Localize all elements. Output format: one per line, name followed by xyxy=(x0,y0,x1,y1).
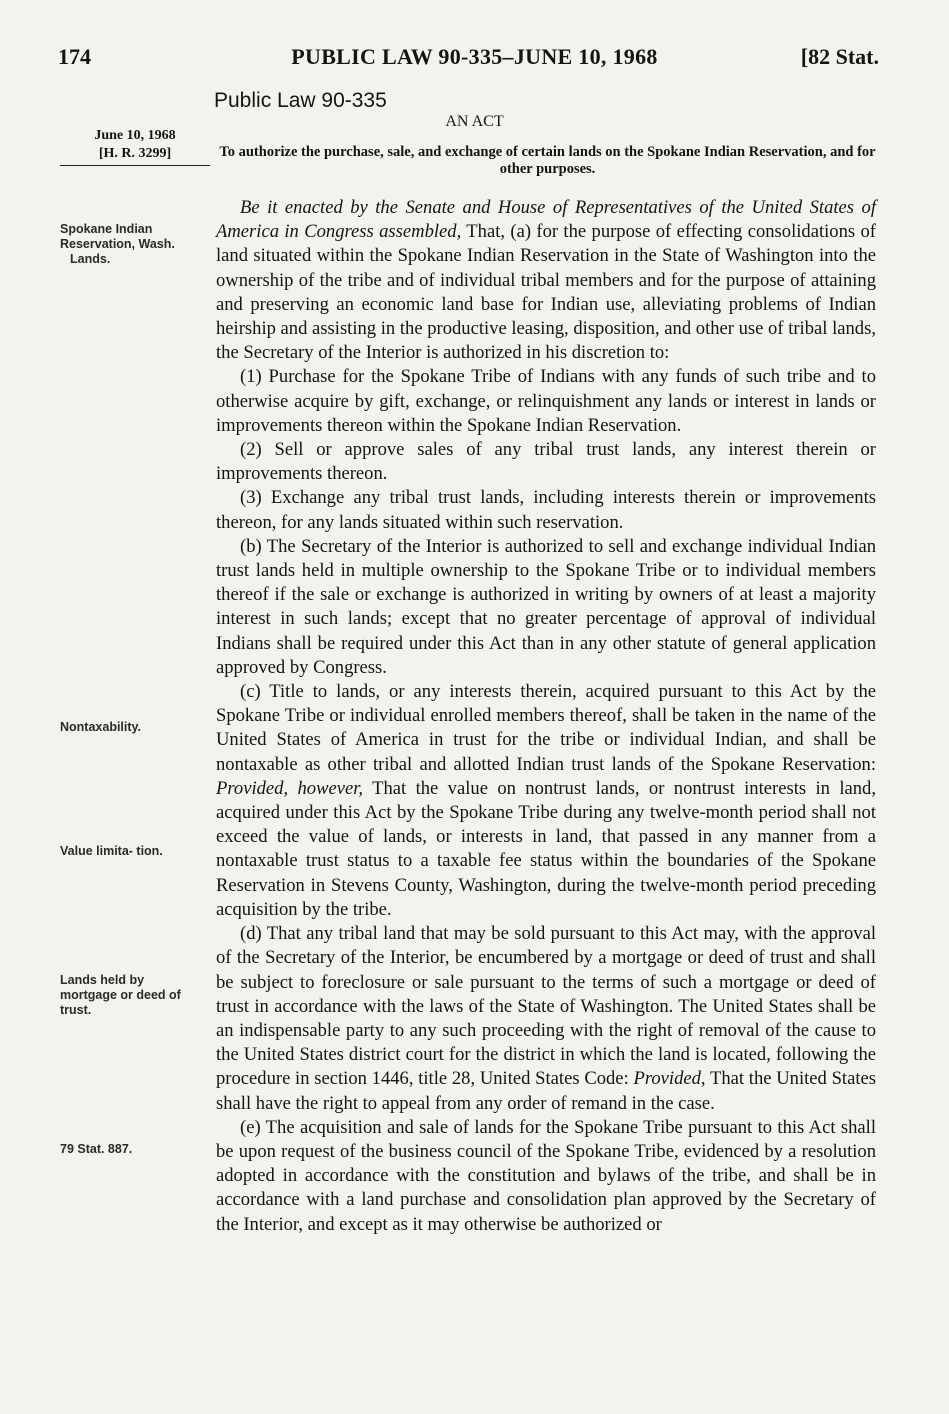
paragraph-2: (2) Sell or approve sales of any tribal trust lands, any interest therein or improvements thereon. xyxy=(216,439,876,485)
enacting-formula: Be it enacted by the Senate and House of Representatives of the United States of America in Congress assembled, xyxy=(216,197,876,243)
side-note-lands: Lands. xyxy=(70,252,111,266)
act-title: To authorize the purchase, sale, and exchange of certain lands on the Spokane Indian Reservation, and for other purposes. xyxy=(219,144,876,177)
paragraph-1: (1) Purchase for the Spokane Tribe of Indians with any funds of such tribe and to otherwise acquire by gift, exchange, or relinquishment any lands or interest in lands or improvements thereon within the Spokane Indian Reservation. xyxy=(216,366,876,436)
bill-number: [H. R. 3299] xyxy=(60,145,210,166)
running-title: PUBLIC LAW 90-335–JUNE 10, 1968 xyxy=(291,44,658,69)
side-note-spokane: Spokane Indian Reservation, Wash. Lands. xyxy=(60,222,200,267)
page-header xyxy=(0,40,949,80)
date-block xyxy=(60,127,210,166)
side-note-value-limitation: Value limita- tion. xyxy=(60,844,163,858)
paragraph-e: (e) The acquisition and sale of lands for the Spokane Tribe pursuant to this Act shall be upon request of the business council of the Spokane Tribe, evidenced by a resolution adopted in accordance with the constitution and bylaws of the tribe, and shall be in accordance with a land purchase and consolidation plan approved by the Secretary of the Interior, and except as it may otherwise be authorized or xyxy=(216,1116,876,1235)
side-note-mortgage: Lands held by mortgage or deed of trust. xyxy=(60,973,181,1017)
side-note-stat-citation: 79 Stat. 887. xyxy=(60,1142,133,1156)
page-number: 174 xyxy=(58,44,91,69)
act-body xyxy=(216,196,876,1237)
enacting-clause: Be it enacted by the Senate and House of Representatives of the United States of America in Congress assembled, That, (a) for the purpose of effecting consolidations of land situated within the Spokane Indian Reservation in the State of Washington into the ownership of the tribe and of individual tribal members and for the purpose of attaining and preserving an economic land base for Indian use, alleviating problems of Indian heirship and assisting in the productive leasing, disposition, and other use of tribal lands, the Secretary of the Interior is authorized in his discretion to: xyxy=(216,197,876,364)
enactment-date: June 10, 1968 xyxy=(94,128,176,143)
paragraph-b: (b) The Secretary of the Interior is authorized to sell and exchange individual Indian trust lands held in multiple ownership to the Spokane Tribe or to individual members thereof if the sale or exchange is authorized in writing by owners of at least a majority interest in such lands; except that no greater percentage of approval of individual Indians shall be required under this Act than in any other statute of general application approved by Congress. xyxy=(216,535,876,678)
paragraph-3: (3) Exchange any tribal trust lands, including interests therein or improvements thereon, for any lands situated within such reservation. xyxy=(216,487,876,533)
public-law-number: Public Law 90-335 xyxy=(214,89,387,112)
paragraph-d: (d) That any tribal land that may be sold pursuant to this Act may, with the approval of the Secretary of the Interior, be encumbered by a mortgage or deed of trust and shall be subject to foreclosure or sale pursuant to the terms of such a mortgage or deed of trust in accordance with the laws of the State of Washington. The United States shall be an indispensable party to any such proceeding with the right of removal of the cause to the United States district court for the district in which the land is located, following the procedure in section 1446, title 28, United States Code: Provided, That the United States shall have the right to appeal from any order of remand in the case. xyxy=(216,923,876,1114)
paragraph-c: (c) Title to lands, or any interests therein, acquired pursuant to this Act by the Spokane Tribe or individual enrolled members thereof, shall be taken in the name of the United States of America in trust for the tribe or individual Indian, and shall be nontaxable as other tribal and allotted Indian trust lands of the Spokane Reservation: Provided, however, That the value on nontrust lands, or nontrust interests in land, acquired under this Act by the Spokane Tribe during any twelve-month period shall not exceed the value of lands, or interests in land, that passed in any manner from a nontaxable trust status to a taxable fee status within the boundaries of the Spokane Reservation in Stevens County, Washington, during the twelve-month period preceding acquisition by the tribe. xyxy=(216,681,876,920)
side-note-nontaxability: Nontaxability. xyxy=(60,720,142,734)
stat-reference: [82 Stat. xyxy=(800,44,879,69)
an-act-heading: AN ACT xyxy=(445,113,504,130)
